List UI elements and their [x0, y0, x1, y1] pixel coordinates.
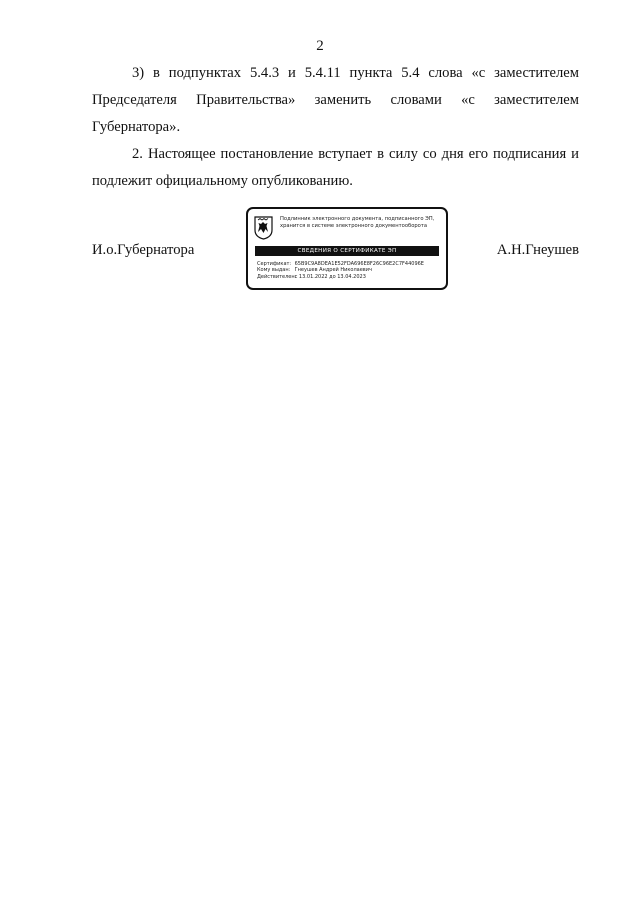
stamp-header: СВЕДЕНИЯ О СЕРТИФИКАТЕ ЭП [255, 246, 439, 256]
document-body [92, 60, 579, 195]
certificate-row: Сертификат: 65B9C9A8DEA1E52FDA696E8F26C96E2C7F44096E [257, 261, 424, 267]
validity-row: Действителен: с 13.01.2022 до 13.04.2023 [257, 273, 366, 280]
paragraph-amendment: 3) в подпунктах 5.4.3 и 5.4.11 пункта 5.4 слова «с заместителем Председателя Правительства» заменить словами «с заместителем Губернатора». [92, 65, 579, 135]
certificate-details [257, 261, 442, 280]
e-signature-stamp [246, 207, 448, 290]
stamp-note: Подлинник электронного документа, подписанного ЭП, хранится в системе электронного документооборота [280, 216, 435, 229]
page-number: 2 [316, 38, 324, 54]
coat-of-arms-icon [254, 216, 273, 240]
signatory-name: А.Н.Гнеушев [496, 242, 579, 258]
paragraph-effective-date: 2. Настоящее постановление вступает в силу со дня его подписания и подлежит официальному опубликованию. [92, 146, 579, 189]
issued-to-row: Кому выдан: Гнеушев Андрей Николаевич [257, 267, 372, 274]
signatory-position: И.о.Губернатора [92, 242, 195, 258]
